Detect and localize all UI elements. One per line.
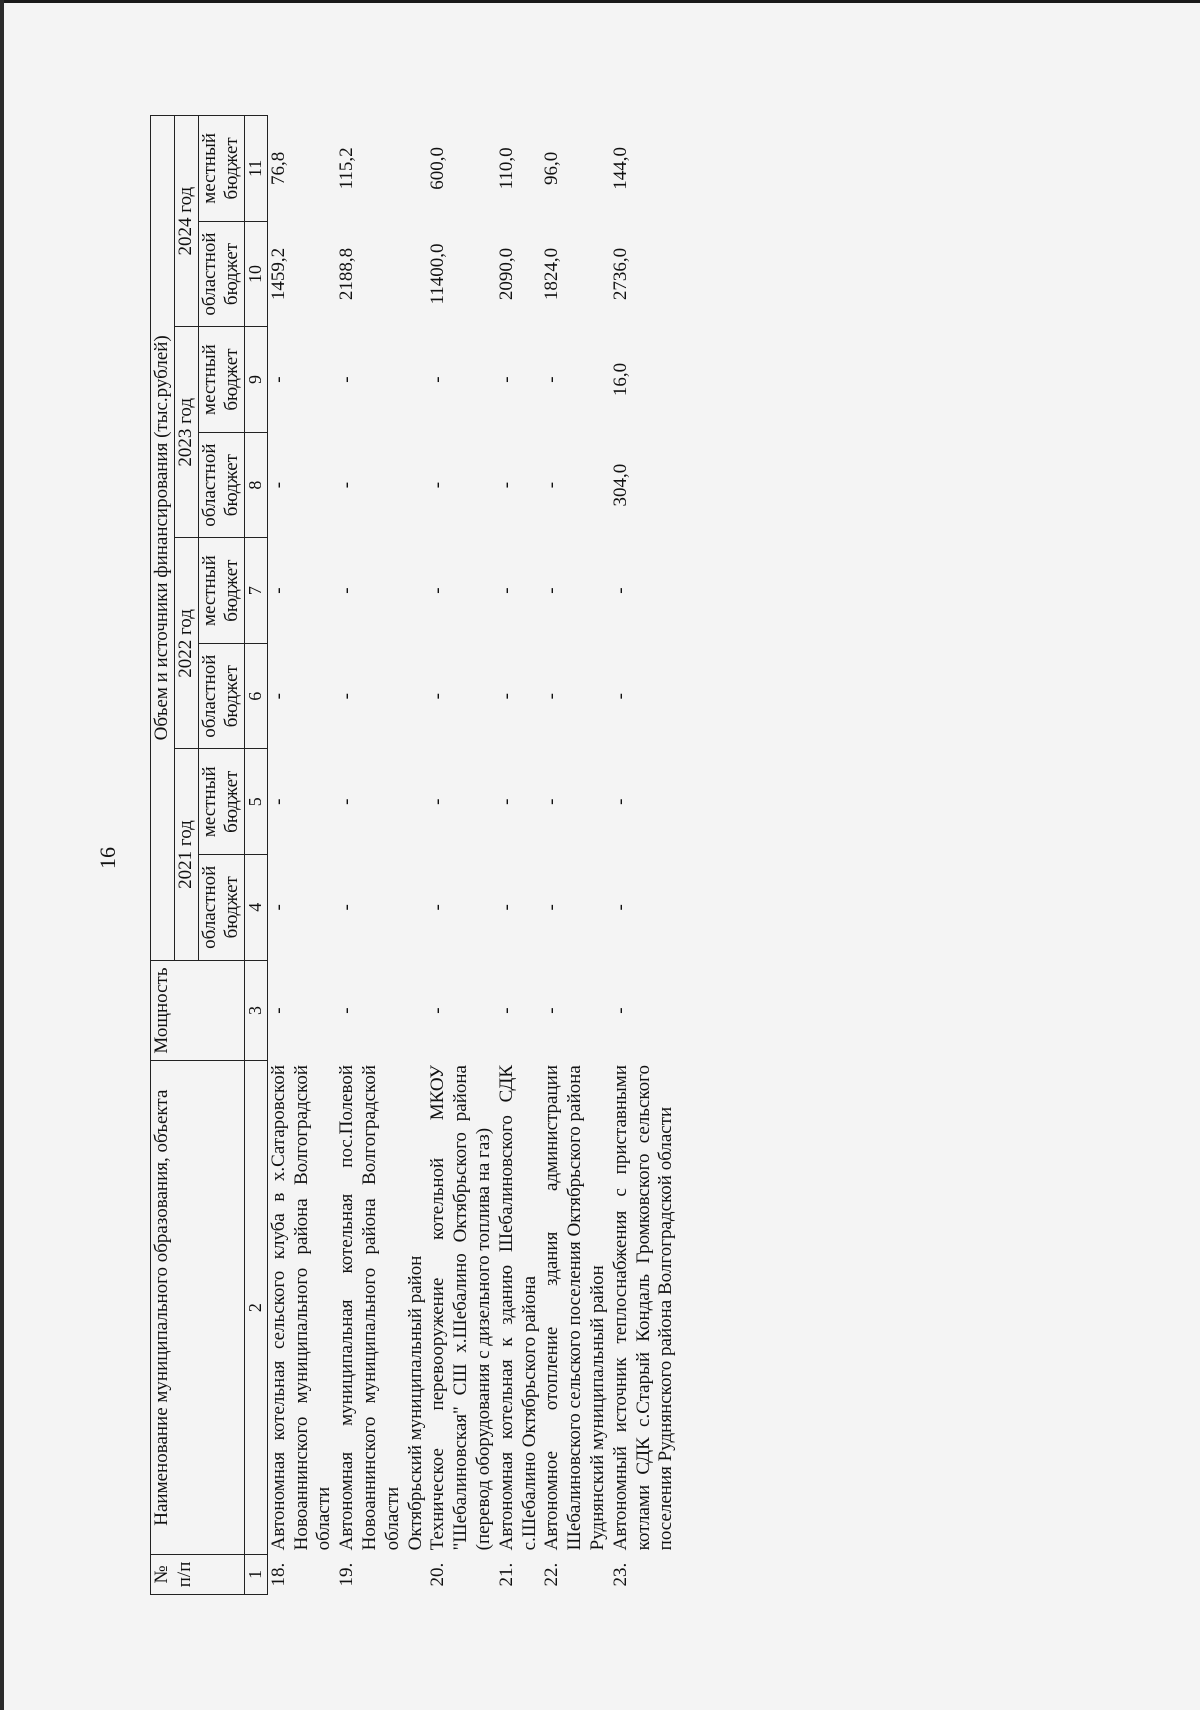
row-number: 20.: [427, 1562, 449, 1587]
row-number: 19.: [336, 1562, 358, 1587]
cell-value: -: [427, 481, 449, 489]
row-number: 21.: [495, 1562, 517, 1587]
table-row: [496, 116, 542, 1595]
district-row: [587, 116, 610, 1595]
district-heading: Октябрьский муниципальный район: [404, 1255, 426, 1551]
table-row: [427, 116, 495, 1595]
cell-value: -: [541, 798, 563, 805]
cell-value: -: [336, 481, 358, 489]
page-number: 16: [95, 847, 120, 869]
table-row: [541, 116, 587, 1595]
cell-value: -: [267, 1007, 289, 1014]
row-number: 18.: [267, 1562, 289, 1587]
header-capacity: Мощность: [151, 960, 245, 1061]
header-regional-budget: областной бюджет: [198, 221, 245, 327]
table-header: [151, 116, 268, 1595]
cell-value: 1824,0: [541, 247, 563, 301]
column-number: 5: [245, 749, 268, 855]
cell-value: 1459,2: [267, 247, 289, 301]
cell-value: -: [336, 1007, 358, 1014]
cell-value: -: [427, 376, 449, 383]
cell-value: -: [495, 376, 517, 383]
cell-value: -: [541, 587, 563, 594]
header-local-budget: местный бюджет: [198, 327, 245, 433]
cell-value: -: [495, 904, 517, 911]
column-number: 10: [245, 221, 268, 327]
column-number: 3: [245, 960, 268, 1061]
cell-value: -: [336, 693, 358, 700]
object-name: Автономный источник теплоснабжения с приставными котлами СДК с.Старый Кондаль Громковского сельского поселения Руднянского района Волгоградской области: [609, 1065, 677, 1551]
object-name: Автономная котельная к зданию Шебалиновского СДК с.Шебалино Октябрьского района: [495, 1065, 540, 1551]
header-regional-budget: областной бюджет: [198, 432, 245, 538]
row-number: 22.: [541, 1562, 563, 1587]
scan-edge-left: [0, 0, 4, 1710]
cell-value: 16,0: [609, 362, 631, 397]
cell-value: 96,0: [541, 151, 563, 185]
cell-value: -: [609, 693, 631, 700]
cell-value: -: [495, 481, 517, 489]
header-name: Наименование муниципального образования, объекта: [151, 1061, 245, 1554]
cell-value: -: [609, 904, 631, 911]
cell-value: -: [427, 798, 449, 805]
object-name: Автономная котельная сельского клуба в х.Сатаровской Новоаннинского муниципального района Волгоградской области: [267, 1065, 335, 1551]
cell-value: -: [267, 904, 289, 911]
object-name: Автономная муниципальная котельная пос.Полевой Новоаннинского муниципального района Волгоградской области: [336, 1065, 403, 1551]
cell-value: 2188,8: [336, 247, 358, 301]
table-row: [610, 116, 678, 1595]
header-year-2022: 2022 год: [174, 538, 198, 749]
object-name: Техническое перевооружение котельной МКОУ "Шебалиновская" СШ х.Шебалино Октябрьского района (перевод оборудования с дизельного топлива на газ): [427, 1065, 494, 1551]
column-number: 4: [245, 855, 268, 961]
header-year-2021: 2021 год: [174, 749, 198, 960]
object-name: Автономное отопление здания администрации Шебалиновского сельского поселения Октябрьского района: [541, 1065, 586, 1551]
cell-value: 2090,0: [495, 247, 517, 301]
header-year-2024: 2024 год: [174, 116, 198, 327]
cell-value: -: [541, 904, 563, 911]
cell-value: -: [609, 798, 631, 805]
column-number: 2: [245, 1061, 268, 1554]
column-number: 6: [245, 643, 268, 749]
cell-value: -: [495, 798, 517, 805]
district-row: [405, 116, 428, 1595]
column-number: 8: [245, 432, 268, 538]
cell-value: -: [427, 904, 449, 911]
cell-value: 2736,0: [609, 247, 631, 301]
row-number: 23.: [609, 1562, 631, 1587]
cell-value: -: [267, 376, 289, 383]
cell-value: -: [427, 693, 449, 700]
cell-value: -: [267, 587, 289, 594]
table-body: [267, 116, 678, 1595]
header-local-budget: местный бюджет: [198, 116, 245, 222]
cell-value: 144,0: [609, 146, 631, 190]
cell-value: -: [267, 693, 289, 700]
cell-value: -: [495, 1007, 517, 1014]
cell-value: 76,8: [267, 151, 289, 185]
cell-value: -: [609, 587, 631, 594]
table-row: [336, 116, 404, 1595]
cell-value: -: [336, 904, 358, 911]
cell-value: -: [336, 376, 358, 383]
cell-value: -: [427, 587, 449, 594]
cell-value: 115,2: [336, 147, 358, 190]
funding-table: [150, 115, 678, 1595]
cell-value: -: [495, 587, 517, 594]
cell-value: 600,0: [427, 146, 449, 190]
cell-value: -: [336, 587, 358, 594]
column-number: 7: [245, 538, 268, 644]
cell-value: -: [541, 693, 563, 700]
column-number: 1: [245, 1554, 268, 1594]
cell-value: -: [541, 1007, 563, 1014]
header-local-budget: местный бюджет: [198, 538, 245, 644]
header-funding: Объем и источники финансирования (тыс.рублей): [151, 116, 175, 961]
scan-edge-top: [0, 0, 1200, 3]
cell-value: -: [541, 376, 563, 383]
cell-value: -: [267, 798, 289, 805]
cell-value: 304,0: [609, 463, 631, 507]
header-number: № п/п: [151, 1554, 245, 1594]
district-heading: Руднянский муниципальный район: [586, 1265, 608, 1551]
table-row: [267, 116, 336, 1595]
cell-value: 11400,0: [427, 243, 449, 305]
header-local-budget: местный бюджет: [198, 749, 245, 855]
header-regional-budget: областной бюджет: [198, 855, 245, 961]
cell-value: -: [609, 1007, 631, 1014]
cell-value: -: [427, 1007, 449, 1014]
header-year-2023: 2023 год: [174, 327, 198, 538]
cell-value: -: [495, 693, 517, 700]
cell-value: -: [267, 481, 289, 489]
header-regional-budget: областной бюджет: [198, 643, 245, 749]
column-number: 11: [245, 116, 268, 222]
column-number: 9: [245, 327, 268, 433]
cell-value: 110,0: [495, 147, 517, 190]
cell-value: -: [336, 798, 358, 805]
cell-value: -: [541, 481, 563, 489]
rotated-table-container: [150, 115, 1050, 1595]
